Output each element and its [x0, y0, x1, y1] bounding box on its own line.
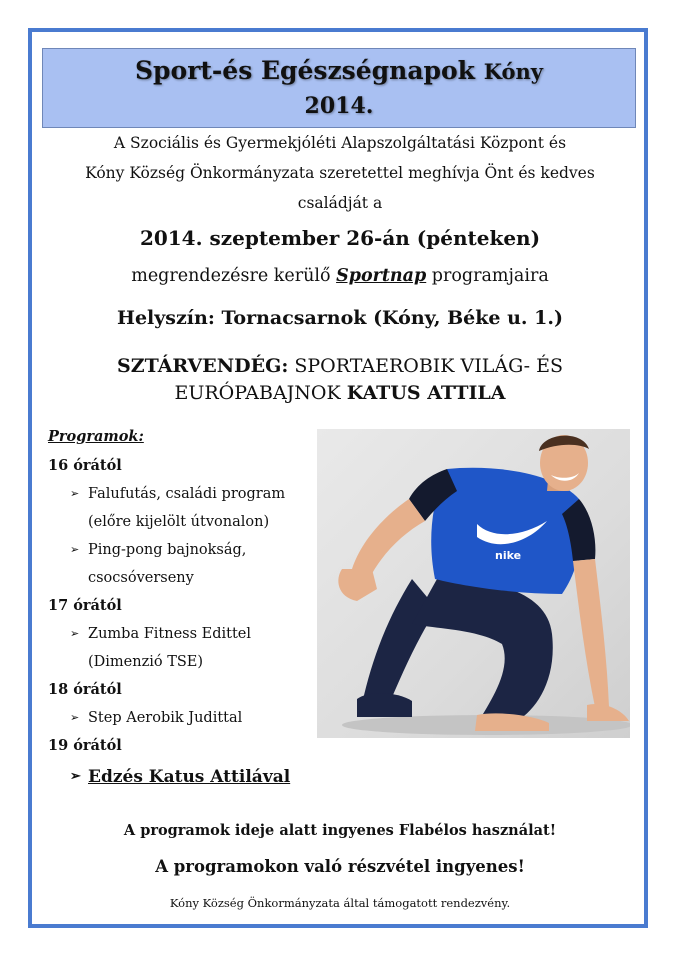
- arrow-bullet-icon: ➢: [70, 543, 80, 556]
- athlete-photo: [317, 429, 630, 738]
- sportnap-emphasis: Sportnap: [336, 266, 427, 286]
- program-list: [48, 428, 318, 792]
- final-program-item: ➢ Edzés Katus Attilával: [48, 762, 318, 792]
- sportnap-before: megrendezésre kerülő: [131, 266, 337, 286]
- arrow-bullet-icon: ➢: [70, 769, 81, 784]
- time-slot: 17 órától: [48, 597, 122, 614]
- title-main: Sport-és Egészségnapok: [134, 56, 475, 85]
- title-banner: [42, 48, 636, 128]
- star-guest: [34, 353, 646, 407]
- shirt-logo-text: nike: [495, 549, 522, 562]
- intro-line-3: családját a: [297, 194, 383, 212]
- sportnap-line: [34, 266, 646, 286]
- arrow-bullet-icon: ➢: [70, 487, 80, 500]
- list-item: ➢ Falufutás, családi program (előre kijelölt útvonalon): [48, 480, 318, 536]
- title-line-1: [43, 56, 635, 85]
- programs-heading: Programok:: [48, 428, 144, 445]
- arrow-bullet-icon: ➢: [70, 711, 80, 724]
- footer-sponsor: Kóny Község Önkormányzata által támogatott rendezvény.: [169, 896, 511, 910]
- time-slot: 19 órától: [48, 737, 122, 754]
- invitation-text: [34, 128, 646, 218]
- title-town: Kóny: [483, 59, 543, 84]
- star-name: KATUS ATTILA: [346, 382, 506, 404]
- intro-line-2: Kóny Község Önkormányzata szeretettel meghívja Önt és kedves: [85, 164, 595, 182]
- note-free-entry: A programokon való részvétel ingyenes!: [155, 857, 525, 876]
- star-line-2: EURÓPABAJNOK: [174, 382, 347, 404]
- arrow-bullet-icon: ➢: [70, 627, 80, 640]
- list-item: ➢ Ping-pong bajnokság, csocsóverseny: [48, 536, 318, 592]
- title-year: 2014.: [304, 93, 374, 119]
- star-label: SZTÁRVENDÉG:: [117, 355, 289, 377]
- time-slot: 16 órától: [48, 457, 122, 474]
- athlete-illustration: [317, 429, 630, 738]
- sportnap-after: programjaira: [426, 266, 549, 286]
- venue: Helyszín: Tornacsarnok (Kóny, Béke u. 1.): [117, 307, 563, 329]
- star-line-1: SPORTAEROBIK VILÁG- ÉS: [288, 355, 563, 377]
- time-slot: 18 órától: [48, 681, 122, 698]
- list-item: ➢ Zumba Fitness Edittel (Dimenzió TSE): [48, 620, 318, 676]
- note-flabelos: A programok ideje alatt ingyenes Flabélos használat!: [123, 822, 557, 839]
- list-item: ➢ Step Aerobik Judittal: [48, 704, 318, 732]
- intro-line-1: A Szociális és Gyermekjóléti Alapszolgáltatási Központ és: [113, 134, 567, 152]
- event-date: 2014. szeptember 26-án (pénteken): [139, 226, 541, 250]
